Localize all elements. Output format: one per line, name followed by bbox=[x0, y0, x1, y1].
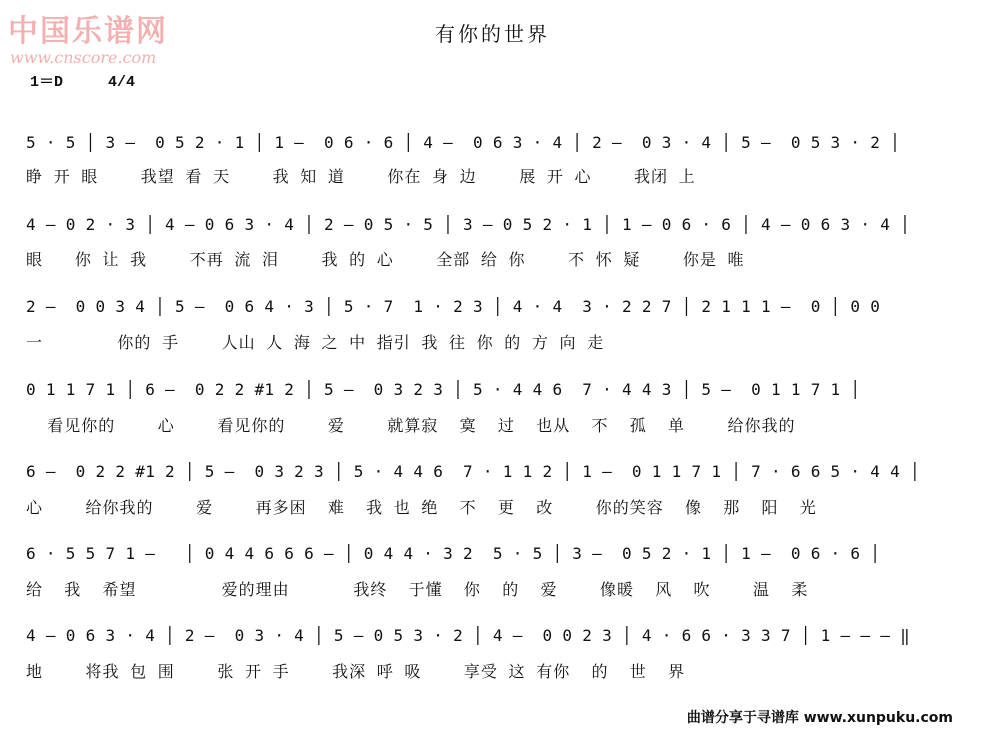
score-line-6-notes: 6 · 5 5 7 1 – │ 0 4 4 6 6 6 – │ 0 4 4 · 3 2 5 · 5 │ 3 – 0 5 2 · 1 │ 1 – 0 6 · 6 │ bbox=[26, 544, 881, 563]
score-line-2-notes: 4 – 0 2 · 3 │ 4 – 0 6 3 · 4 │ 2 – 0 5 · 5 │ 3 – 0 5 2 · 1 │ 1 – 0 6 · 6 │ 4 – 0 6 3 · 4 │ bbox=[26, 215, 911, 234]
score-line-4-lyrics: 看见你的 心 看见你的 爱 就算寂 寞 过 也从 不 孤 单 给你我的 bbox=[26, 416, 796, 435]
watermark-url: www.cnscore.com bbox=[10, 48, 157, 67]
score-line-7-notes: 4 – 0 6 3 · 4 │ 2 – 0 3 · 4 │ 5 – 0 5 3 · 2 │ 4 – 0 0 2 3 │ 4 · 6 6 · 3 3 7 │ 1 – – – ‖ bbox=[26, 626, 911, 645]
score-line-5-notes: 6 – 0 2 2 #1 2 │ 5 – 0 3 2 3 │ 5 · 4 4 6 7 · 1 1 2 │ 1 – 0 1 1 7 1 │ 7 · 6 6 5 · 4 4 │ bbox=[26, 462, 920, 481]
score-line-5-lyrics: 心 给你我的 爱 再多困 难 我 也 绝 不 更 改 你的笑容 像 那 阳 光 bbox=[26, 498, 817, 517]
score-line-6-lyrics: 给 我 希望 爱的理由 我终 于懂 你 的 爱 像暖 风 吹 温 柔 bbox=[26, 580, 809, 599]
score-line-1-lyrics: 睁 开 眼 我望 看 天 我 知 道 你在 身 边 展 开 心 我闭 上 bbox=[26, 167, 696, 186]
key-signature: 1＝D 4/4 bbox=[30, 74, 136, 91]
score-line-1-notes: 5 · 5 │ 3 – 0 5 2 · 1 │ 1 – 0 6 · 6 │ 4 – 0 6 3 · 4 │ 2 – 0 3 · 4 │ 5 – 0 5 3 · 2 │ bbox=[26, 133, 901, 152]
score-title: 有你的世界 bbox=[435, 22, 550, 46]
source-credit: 曲谱分享于寻谱库 www.xunpuku.com bbox=[686, 710, 953, 726]
score-line-2-lyrics: 眼 你 让 我 不再 流 泪 我 的 心 全部 给 你 不 怀 疑 你是 唯 bbox=[26, 250, 745, 269]
score-line-7-lyrics: 地 将我 包 围 张 开 手 我深 呼 吸 享受 这 有你 的 世 界 bbox=[26, 662, 685, 681]
score-line-3-notes: 2 – 0 0 3 4 │ 5 – 0 6 4 · 3 │ 5 · 7 1 · 2 3 │ 4 · 4 3 · 2 2 7 │ 2 1 1 1 – 0 │ 0 0 bbox=[26, 297, 881, 316]
watermark-site-name: 中国乐谱网 bbox=[8, 14, 168, 49]
score-line-4-notes: 0 1 1 7 1 │ 6 – 0 2 2 #1 2 │ 5 – 0 3 2 3 │ 5 · 4 4 6 7 · 4 4 3 │ 5 – 0 1 1 7 1 │ bbox=[26, 380, 861, 399]
score-line-3-lyrics: 一 你的 手 人山 人 海 之 中 指引 我 往 你 的 方 向 走 bbox=[26, 333, 605, 352]
